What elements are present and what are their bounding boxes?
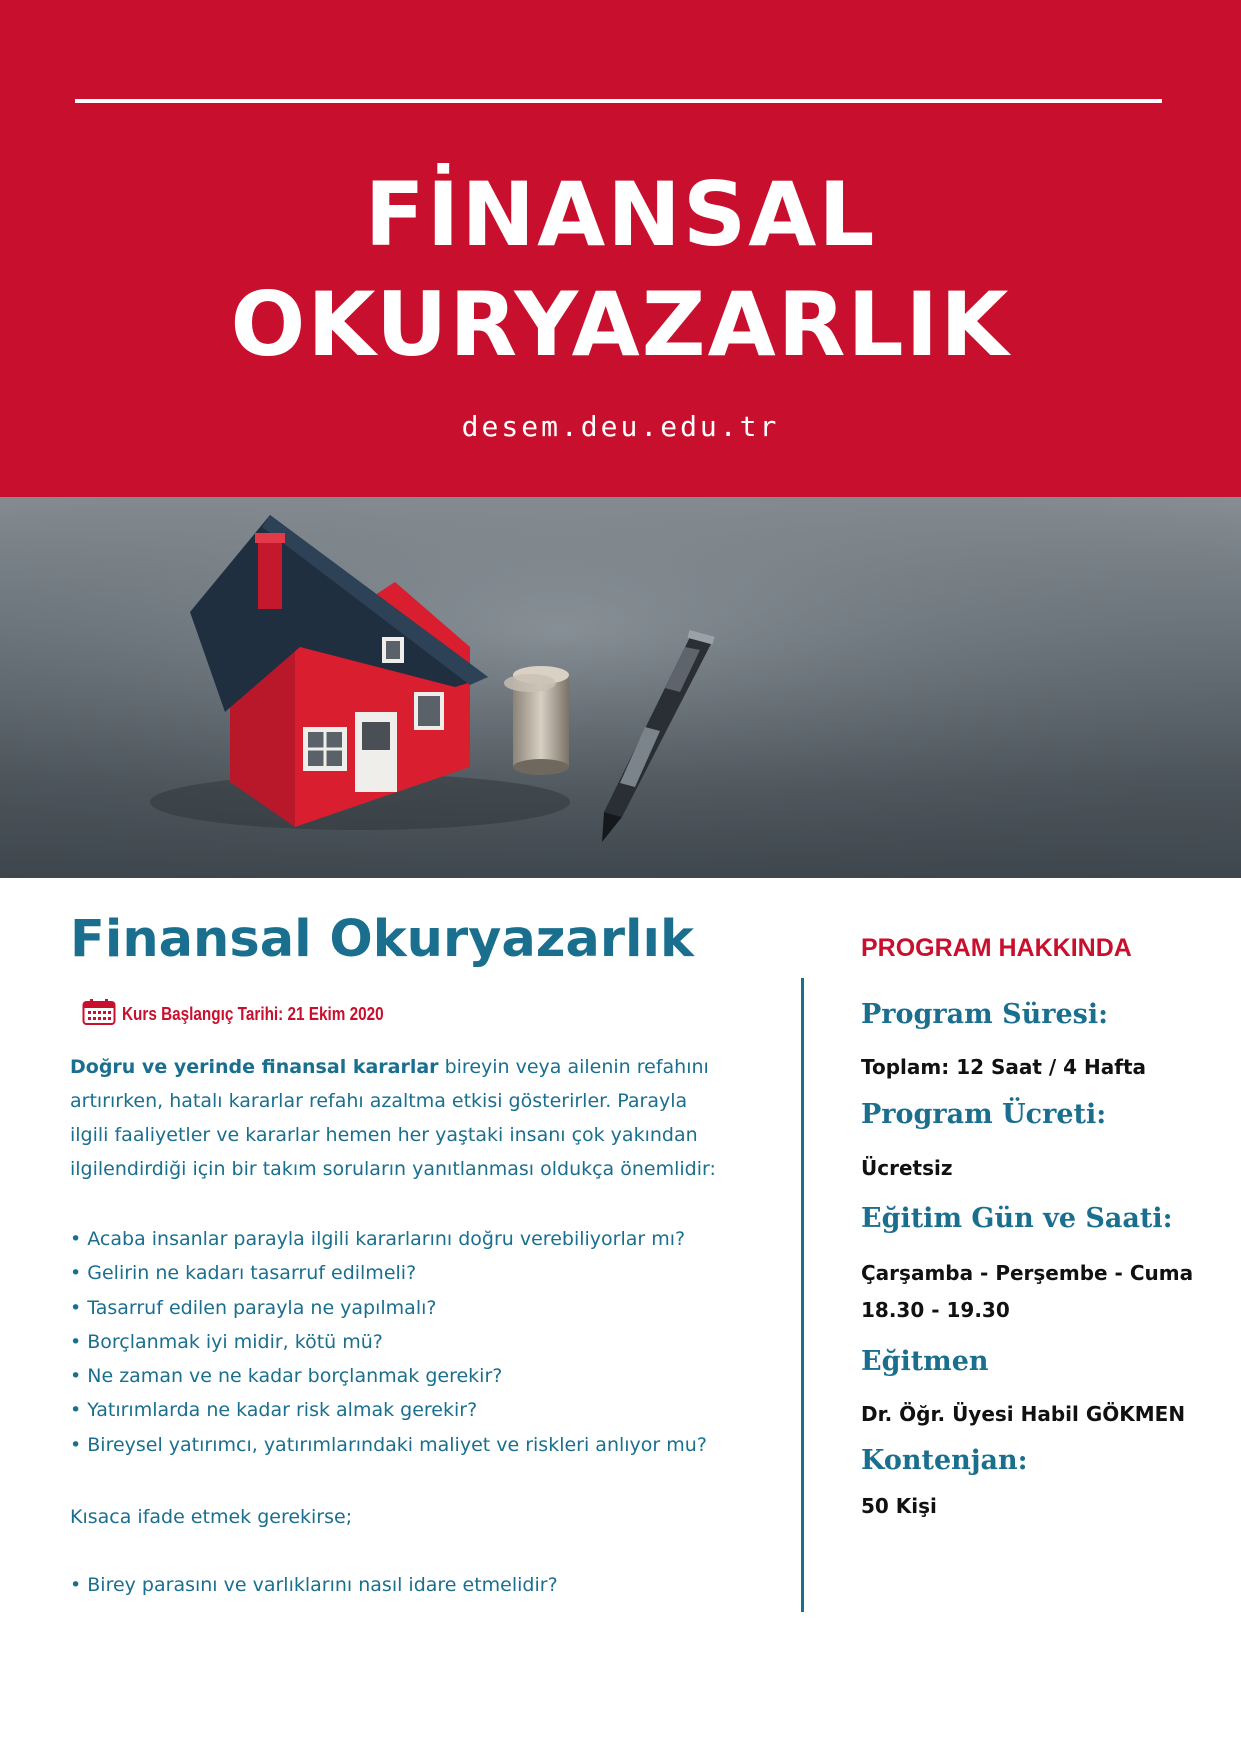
page-title xyxy=(0,160,1241,380)
title-line-2: OKURYAZARLIK xyxy=(230,273,1011,376)
start-date-row xyxy=(82,998,430,1030)
list-item: • Acaba insanlar parayla ilgili kararlarını doğru verebiliyorlar mı? xyxy=(70,1222,707,1256)
calendar-icon xyxy=(82,998,116,1031)
list-item: • Ne zaman ve ne kadar borçlanmak gerekir? xyxy=(70,1359,707,1393)
intro-text-1: bireyin veya ailenin refahını xyxy=(438,1056,709,1078)
instructor-value: Dr. Öğr. Üyesi Habil GÖKMEN xyxy=(861,1402,1186,1426)
list-item: • Bireysel yatırımcı, yatırımlarındaki maliyet ve riskleri anlıyor mu? xyxy=(70,1428,707,1462)
schedule-days: Çarşamba - Perşembe - Cuma xyxy=(861,1261,1194,1285)
photo-illustration xyxy=(0,497,1241,878)
list-item: • Tasarruf edilen parayla ne yapılmalı? xyxy=(70,1291,707,1325)
intro-text-2: artırırken, hatalı kararlar refahı azaltma etkisi gösterirler. Parayla xyxy=(70,1090,688,1112)
question-list xyxy=(70,1222,707,1462)
title-line-1: FİNANSAL xyxy=(364,163,877,266)
intro-lead: Doğru ve yerinde finansal kararlar xyxy=(70,1056,439,1078)
house-coins-pen-photo xyxy=(0,497,1241,878)
fee-value: Ücretsiz xyxy=(861,1156,953,1180)
coin-stack xyxy=(504,666,569,775)
program-info-heading: PROGRAM HAKKINDA xyxy=(861,934,1132,962)
list-item: • Yatırımlarda ne kadar risk almak gerekir? xyxy=(70,1393,707,1427)
capacity-value: 50 Kişi xyxy=(861,1494,937,1518)
final-question-list xyxy=(70,1568,558,1602)
summary-text: Kısaca ifade etmek gerekirse; xyxy=(70,1506,353,1528)
instructor-label: Eğitmen xyxy=(861,1346,989,1377)
fee-label: Program Ücreti: xyxy=(861,1099,1107,1130)
list-item: • Gelirin ne kadarı tasarruf edilmeli? xyxy=(70,1256,707,1290)
header-divider-line xyxy=(75,99,1162,103)
intro-text-4: ilgilendirdiği için bir takım soruların yanıtlanması oldukça önemlidir: xyxy=(70,1158,716,1180)
schedule-label: Eğitim Gün ve Saati: xyxy=(861,1203,1173,1234)
capacity-label: Kontenjan: xyxy=(861,1445,1028,1476)
header-banner xyxy=(0,0,1241,497)
list-item: • Birey parasını ve varlıklarını nasıl idare etmelidir? xyxy=(70,1568,558,1602)
column-divider xyxy=(801,978,804,1612)
duration-label: Program Süresi: xyxy=(861,999,1109,1030)
website-link[interactable]: desem.deu.edu.tr xyxy=(461,410,780,443)
intro-text-3: ilgili faaliyetler ve kararlar hemen her yaştaki insanı çok yakından xyxy=(70,1124,698,1146)
duration-value: Toplam: 12 Saat / 4 Hafta xyxy=(861,1055,1147,1079)
intro-paragraph xyxy=(70,1050,750,1186)
main-heading: Finansal Okuryazarlık xyxy=(70,910,694,969)
start-date-text: Kurs Başlangıç Tarihi: 21 Ekim 2020 xyxy=(122,1003,384,1024)
list-item: • Borçlanmak iyi midir, kötü mü? xyxy=(70,1325,707,1359)
schedule-hours: 18.30 - 19.30 xyxy=(861,1298,1010,1322)
